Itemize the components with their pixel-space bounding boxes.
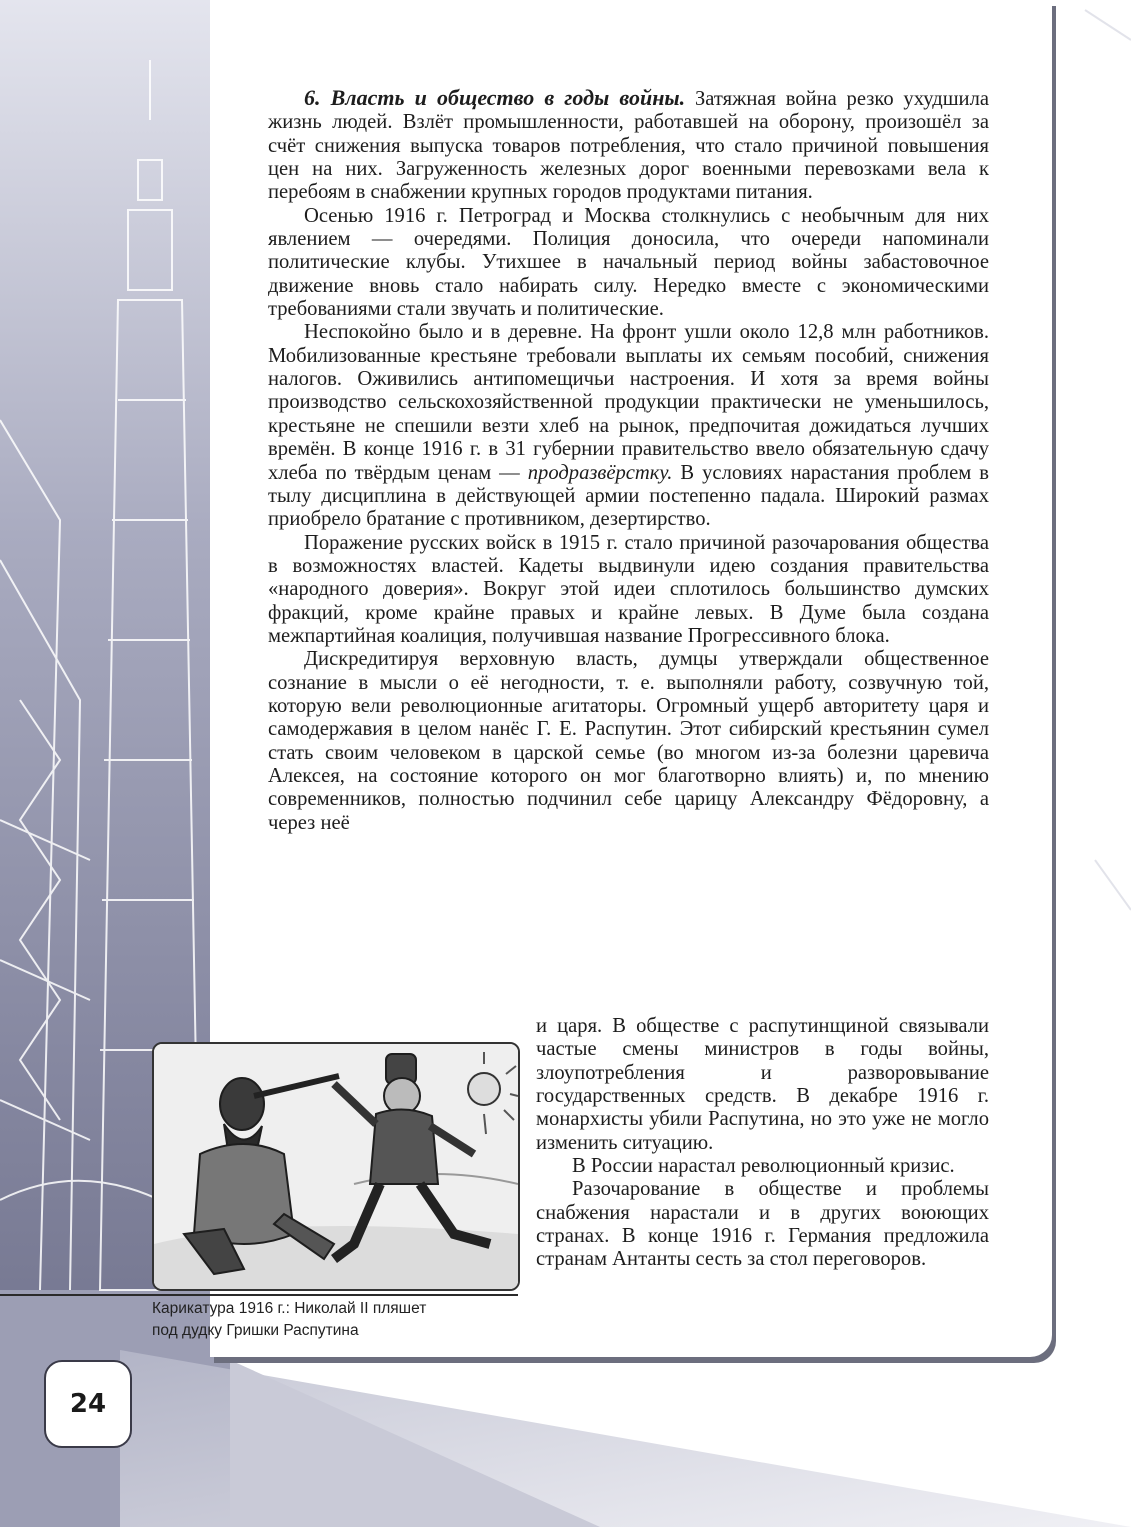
wrapped-text-column: [536, 1015, 989, 1272]
section-heading: 6. Власть и общество в годы войны.: [304, 85, 686, 110]
paragraph-5-continued: и царя. В обществе с распутинщиной связывали частые смены министров в годы войны, злоупотребления и разворовывание государственных средств. В декабре 1916 г. монархисты убили Распутина, но это уже не могло изменить ситуацию.: [536, 1015, 989, 1154]
caricature-image: [152, 1042, 520, 1291]
main-text: [268, 86, 989, 835]
paragraph-2: Осенью 1916 г. Петроград и Москва столкнулись с необычным для них явлением — очередями. Полиция доносила, что очереди напоминали политические клубы. Утихшее в начальный период войны забастовочное движение вновь стало набирать силу. Нередко вместе с экономическими требованиями стали звучать и политические.: [268, 204, 989, 321]
caption-line-2: под дудку Гришки Распутина: [152, 1322, 359, 1339]
paragraph-5: Дискредитируя верховную власть, думцы утверждали общественное сознание в мысли о её негодности, т. е. выполняли работу, созвучную той, которую вели революционные агитаторы. Огромный ущерб авторитету царя и самодержавия в целом нанёс Г. Е. Распутин. Этот сибирский крестьянин сумел стать своим человеком в царской семье (во многом из-за болезни царевича Алексея, на состояние которого он мог благотворно влиять) и, по мнению современников, полностью подчинил себе царицу Александру Фёдоровну, а через неё: [268, 648, 989, 834]
caption-divider: [0, 1294, 518, 1296]
paragraph-4: Поражение русских войск в 1915 г. стало причиной разочарования общества в возможностях властей. Кадеты выдвинули идею создания правительства «народного доверия». Вокруг этой идеи сплотилось большинство думских фракций, кроме крайне правых и крайне левых. В Думе была создана межпартийная коалиция, получившая название Прогрессивного блока.: [268, 531, 989, 647]
term-prodrazverstka: продразвёрстку.: [527, 461, 673, 484]
paragraph-7: Разочарование в обществе и проблемы снабжения нарастали и в других воюющих странах. В конце 1916 г. Германия предложила странам Антанты сесть за стол переговоров.: [536, 1178, 989, 1271]
figure-caption: [152, 1298, 532, 1342]
caricature-drawing: [154, 1044, 518, 1289]
paragraph-3-part-b: В условиях нарастания проблем в тылу дисциплина в действующей армии постепенно падала. Широкий размах приобрело братание с противником, дезертирство.: [268, 461, 990, 531]
paragraph-3: [268, 321, 989, 531]
page-number: 24: [44, 1360, 132, 1448]
paragraph-1: [268, 86, 989, 205]
paragraph-6: В России нарастал революционный кризис.: [572, 1155, 955, 1178]
caption-line-1: Карикатура 1916 г.: Николай II пляшет: [152, 1300, 427, 1317]
paragraph-1-text: Затяжная война резко ухудшила жизнь людей. Взлёт промышленности, работавшей на оборону, произошёл за счёт снижения выпуска товаров потребления, что стало причиной повышения цен на них. Загруженность железных дорог военными перевозками вела к перебоям в снабжении крупных городов продуктами питания.: [268, 88, 989, 204]
paragraph-3-part-a: Неспокойно было и в деревне. На фронт ушли около 12,8 млн работников. Мобилизованные крестьяне требовали выплаты их семьям пособий, снижения налогов. Оживились антипомещичьи настроения. И хотя за время войны производство сельскохозяйственной продукции практически не уменьшилось, крестьяне не спешили везти хлеб на рынок, предпочитая дожидаться лучших времён. В конце 1916 г. в 31 губернии правительство ввело обязательную сдачу хлеба по твёрдым ценам —: [268, 321, 989, 484]
